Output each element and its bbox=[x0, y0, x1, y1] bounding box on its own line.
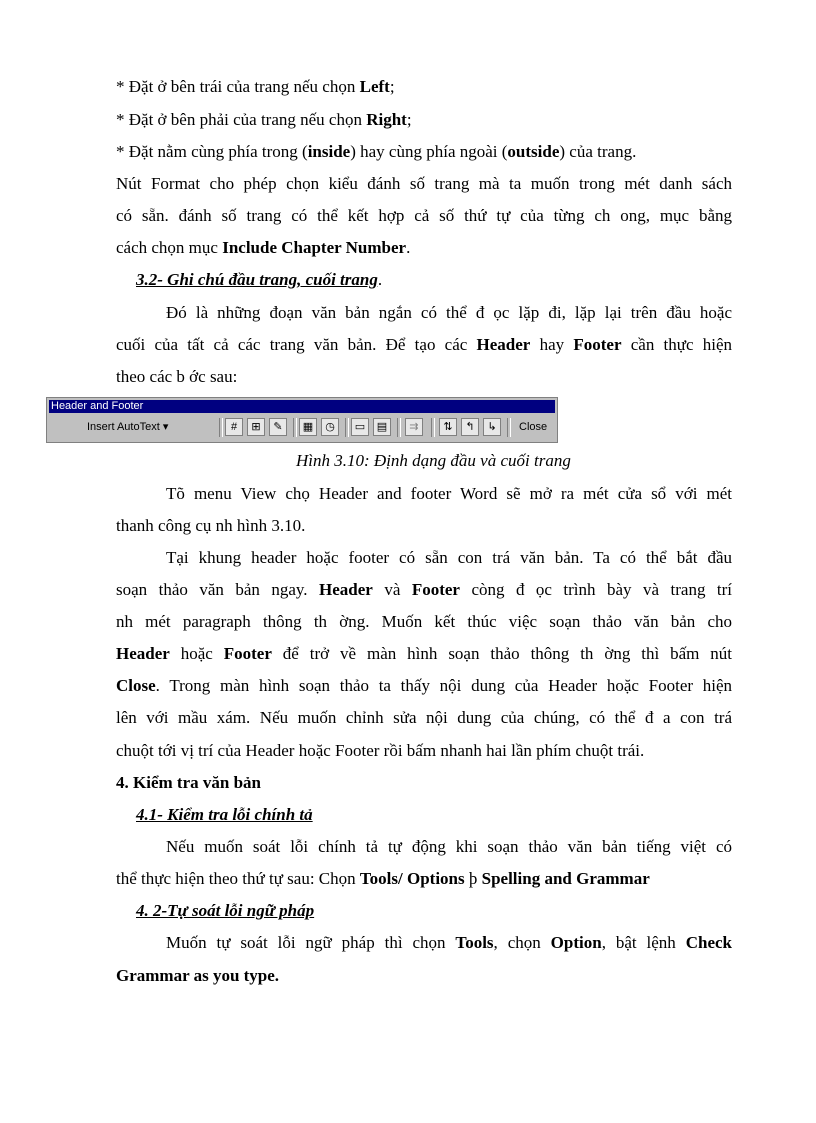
paragraph-line: nh mét paragraph thông th ờng. Muốn kết thúc việc soạn thảo văn bản cho bbox=[116, 612, 732, 631]
page-setup-icon[interactable]: ▭ bbox=[351, 418, 369, 436]
toolbar-separator bbox=[293, 418, 297, 437]
insert-autotext-button[interactable]: Insert AutoText ▾ bbox=[87, 421, 169, 433]
toolbar-separator bbox=[507, 418, 511, 437]
list-item-left: * Đặt ở bên trái của trang nếu chọn Left; bbox=[116, 77, 395, 96]
paragraph-line: cuối của tất cả các trang văn bản. Để tạo các Header hay Footer cần thực hiện bbox=[116, 335, 733, 354]
paragraph-line: có sẵn. đánh số trang có thể kết hợp cả số thứ tự của từng ch ong, mục bằng bbox=[116, 206, 732, 225]
list-item-right: * Đặt ở bên phải của trang nếu chọn Right; bbox=[116, 110, 412, 129]
page-count-icon[interactable]: ⊞ bbox=[247, 418, 265, 436]
paragraph-line: Header hoặc Footer để trở về màn hình soạn thảo thông th ờng thì bấm nút bbox=[116, 644, 732, 663]
paragraph-line: theo các b ớc sau: bbox=[116, 367, 238, 386]
paragraph-line: Tại khung header hoặc footer có sẵn con trá văn bản. Ta có thể bắt đầu bbox=[166, 548, 732, 567]
header-footer-toolbar bbox=[46, 397, 558, 443]
paragraph-line: thanh công cụ nh hình 3.10. bbox=[116, 516, 306, 535]
show-previous-icon[interactable]: ↰ bbox=[461, 418, 479, 436]
toolbar-separator bbox=[345, 418, 349, 437]
paragraph-line: thể thực hiện theo thứ tự sau: Chọn Tools/ Options þ Spelling and Grammar bbox=[116, 869, 650, 888]
toolbar-separator bbox=[219, 418, 223, 437]
paragraph-line: Close. Trong màn hình soạn thảo ta thấy nội dung của Header hoặc Footer hiện bbox=[116, 676, 732, 695]
show-next-icon[interactable]: ↳ bbox=[483, 418, 501, 436]
page-number-icon[interactable]: # bbox=[225, 418, 243, 436]
close-button[interactable]: Close bbox=[519, 421, 548, 433]
section-heading-4-2: 4. 2-Tự soát lỗi ngữ pháp bbox=[136, 901, 315, 920]
toolbar-title: Header and Footer bbox=[49, 400, 555, 413]
format-page-number-icon[interactable]: ✎ bbox=[269, 418, 287, 436]
paragraph-line: Grammar as you type. bbox=[116, 966, 280, 985]
switch-header-footer-icon[interactable]: ⇅ bbox=[439, 418, 457, 436]
section-heading-3-2: 3.2- Ghi chú đầu trang, cuối trang. bbox=[136, 270, 383, 289]
toolbar-separator bbox=[397, 418, 401, 437]
date-icon[interactable]: ▦ bbox=[299, 418, 317, 436]
toolbar-separator bbox=[431, 418, 435, 437]
figure-caption: Hình 3.10: Định dạng đầu và cuối trang bbox=[296, 451, 571, 470]
paragraph-line: Nếu muốn soát lỗi chính tả tự động khi soạn thảo văn bản tiếng việt có bbox=[166, 837, 732, 856]
paragraph-line: Nút Format cho phép chọn kiểu đánh số trang mà ta muốn trong mét danh sách bbox=[116, 174, 732, 193]
paragraph-line: chuột tới vị trí của Header hoặc Footer rồi bấm nhanh hai lần phím chuột trái. bbox=[116, 741, 645, 760]
same-as-previous-icon[interactable]: ⇉ bbox=[405, 418, 423, 436]
paragraph-line: Muốn tự soát lỗi ngữ pháp thì chọn Tools, chọn Option, bật lệnh Check bbox=[166, 933, 733, 952]
section-heading-4-1: 4.1- Kiểm tra lỗi chính tả bbox=[136, 805, 313, 824]
paragraph-line: lên với mầu xám. Nếu muốn chỉnh sửa nội dung của chúng, có thể đ a con trá bbox=[116, 708, 732, 727]
paragraph-line: Đó là những đoạn văn bản ngắn có thể đ ọc lặp đi, lặp lại trên đầu hoặc bbox=[166, 303, 732, 322]
paragraph-line: soạn thảo văn bản ngay. Header và Footer còng đ ọc trình bày và trang trí bbox=[116, 580, 733, 599]
list-item-inside-outside: * Đặt nằm cùng phía trong (inside) hay cùng phía ngoài (outside) của trang. bbox=[116, 142, 637, 161]
paragraph-line: cách chọn mục Include Chapter Number. bbox=[116, 238, 411, 257]
toolbar-row bbox=[49, 415, 555, 440]
paragraph-line: Tõ menu View chọ Header and footer Word sẽ mở ra mét cửa sổ với mét bbox=[166, 484, 732, 503]
time-icon[interactable]: ◷ bbox=[321, 418, 339, 436]
show-hide-text-icon[interactable]: ▤ bbox=[373, 418, 391, 436]
section-heading-4: 4. Kiểm tra văn bản bbox=[116, 773, 261, 792]
